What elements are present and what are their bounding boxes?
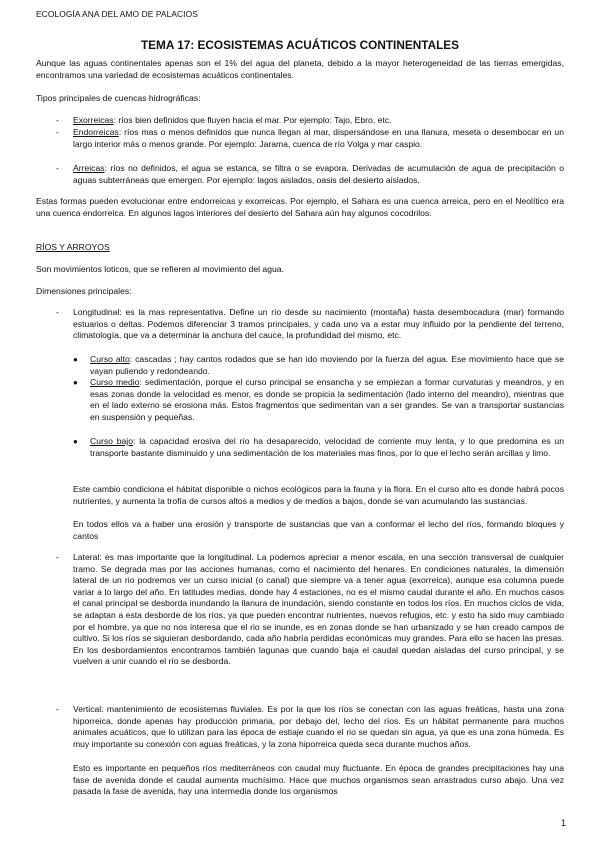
list-item-lateral: Lateral: es mas importante que la longitudinal. La podemos apreciar a menor escala, en una sección transversal de cualquier tramo. Se degrada mas por las acciones humanas, como el nacimiento del henares. En condiciones naturales, la dimensión lateral de un rio podremos ver un curso inicial (o canal) que siempre va a tener agua (exorreica), aunque esa columna puede variar a lo largo del año. En latitudes medias, donde hay 4 estaciones, no es el mismo caudal durante el año. En muchos casos el canal principal se desborda inundando la llanura de inundación, siendo constante en todos los ríos. En muchos ciclos de vida, se adaptan a esta desborde de los ríos, ya que pueden encontrar nutrientes, nuevos refugios, etc. y esto ha sido muy cambiado por el hombre, ya que no nos interesa que el rio se inunde, es en zonas donde se han urbanizado y se han creado campos de cultivo. Si los ríos se siguieran desbordando, cada año habría perdidas económicas muy grandes. Para ello se hacen las presas. En los desbordamientos encontramos también lagunas que cuando baja el caudal quedan aisladas del curso principal, y se vuelven a unir cuando el río se desborda. bbox=[73, 552, 564, 667]
list-item-exorreicas bbox=[73, 115, 564, 127]
list-dash: - bbox=[56, 127, 59, 137]
longitudinal-text: : es la mas representativa. Define un río desde su nacimiento (montaña) hasta desembocadura (mar) formando estuarios o deltas. Podemos diferenciar 3 tramos principales, y cada uno va a estar muy influido por la pendiente del terreno, climatología, que va a determinar la anchura del cauce, la profundidad del mismo, etc. bbox=[73, 307, 564, 341]
list-item-curso-bajo bbox=[90, 436, 564, 459]
bullet-icon: ● bbox=[73, 355, 78, 364]
list-dash: - bbox=[56, 552, 59, 562]
term-curso-bajo: Curso bajo bbox=[90, 436, 133, 446]
curso-alto-text: : cascadas ; hay cantos rodados que se han ido moviendo por la fuerza del agua. Ese movimiento hace que se vayan puliendo y redondeando. bbox=[90, 354, 564, 376]
list-dash: - bbox=[56, 704, 59, 714]
term-exorreicas: Exorreicas bbox=[73, 115, 114, 125]
curso-medio-text: : sedimentación, porque el curso principal se ensancha y se empiezan a formar curvaturas y meandros, y en esas zonas donde la velocidad es menor, es donde se propicia la sedimentación (lado interno del meandro), mientras que en el lado externo se erosiona más. Estos fragmentos que sedimentan van a ser grandes. Se van a transportar sustancias en suspensión y pequeñas. bbox=[90, 377, 564, 422]
erosion-paragraph: En todos ellos va a haber una erosión y transporte de sustancias que van a conformar el lecho del ríos, formando bloques y cantos bbox=[73, 519, 564, 541]
term-endorreicas: Endorreicas bbox=[73, 127, 119, 137]
term-curso-medio: Curso medio bbox=[90, 377, 140, 387]
endorreicas-text: : ríos mas o menos definidos que nunca llegan al mar, dispersándose en una llanura, meseta o desembocar en un largo interior más o menos grande. Por ejemplo: Jarama, cuenca de río Volga y mar caspio. bbox=[73, 127, 564, 149]
list-item-vertical: Vertical: mantenimiento de ecosistemas fluviales. Es por la que los ríos se conectan con las aguas freáticas, hasta una zona hiporreica, donde apenas hay producción primaria, por debajo del, lecho del ríos. Es un hábitat permanente para muchos animales acuáticos, que lo utilizan para las época de estiaje cuando el rio se quedan sin agua, ya que es una zona húmeda. Es muy importante su conexión con aguas freáticas, y la zona hiporreica queda seca durante muchos años. bbox=[73, 704, 564, 749]
intro-paragraph: Aunque las aguas continentales apenas son el 1% del agua del planeta, debido a la mayor heterogeneidad de las tierras emergidas, encontramos una variedad de ecosistemas acuáticos continentales. bbox=[36, 58, 564, 80]
term-curso-alto: Curso alto bbox=[90, 354, 130, 364]
term-arreicas: Arreicas bbox=[73, 163, 105, 173]
rios-definition: Son movimientos loticos, que se refieren al movimiento del agua. bbox=[36, 264, 284, 274]
page-title: TEMA 17: ECOSISTEMAS ACUÁTICOS CONTINENTALES bbox=[140, 38, 460, 52]
arreicas-text: : ríos no definidos, el agua se estanca, se filtra o se evapora. Derivadas de acumulación de agua de precipitación o aguas subterráneas que emergen. Por ejemplo: lagos aislados, oasis del desierto aislados. bbox=[73, 163, 564, 185]
dimensiones-heading: Dimensiones principales: bbox=[36, 286, 132, 296]
vertical-continuation: Esto es importante en pequeños ríos mediterráneos con caudal muy fluctuante. En época de grandes precipitaciones hay una fase de avenida donde el caudal aumenta muchísimo. Hace que muchos organismos sean arrastrados curso abajo. Una vez pasada la fase de avenida, hay una intermedia donde los organismos bbox=[73, 763, 564, 797]
list-dash: - bbox=[56, 163, 59, 173]
list-item-curso-medio bbox=[90, 377, 564, 423]
list-dash: - bbox=[56, 115, 59, 125]
exorreicas-text: : ríos bien definidos que fluyen hacia el mar. Por ejemplo: Tajo, Ebro, etc. bbox=[113, 115, 392, 125]
curso-bajo-text: : la capacidad erosiva del río ha desaparecido, velocidad de corriente muy lenta, y lo que predomina es un transporte bastante disminuido y una sedimentación de los materiales mas finos, por lo que el lecho serán arcillas y limo. bbox=[90, 436, 564, 458]
document-header: ECOLOGÍA ANA DEL AMO DE PALACIOS bbox=[36, 9, 198, 19]
list-dash: - bbox=[56, 307, 59, 317]
tipos-heading: Tipos principales de cuencas hidrográficas: bbox=[36, 93, 201, 103]
bullet-icon: ● bbox=[73, 437, 78, 446]
term-longitudinal: Longitudinal bbox=[73, 307, 120, 317]
page-number: 1 bbox=[560, 818, 566, 828]
section-heading-rios: RÍOS Y ARROYOS bbox=[36, 242, 110, 252]
list-item-curso-alto bbox=[90, 354, 564, 377]
list-item-endorreicas bbox=[73, 127, 564, 150]
evolucion-paragraph: Estas formas pueden evolucionar entre endorreicas y exorreicas. Por ejemplo, el Sahara es una cuenca arreica, pero en el Neolítico era una cuenca endorreica. En algunos lagos interiores del desierto del Sahara aún hay algunos cocodrilos. bbox=[36, 196, 564, 218]
bullet-icon: ● bbox=[73, 378, 78, 387]
cambio-paragraph: Este cambio condiciona el hábitat disponible o nichos ecológicos para la fauna y la flora. En el curso alto es donde habrá pocos nutrientes, y aumenta la trofía de cursos altos a medios y de medios a bajos, donde se van acumulando las sustancias. bbox=[73, 484, 564, 506]
list-item-longitudinal bbox=[73, 307, 564, 342]
list-item-arreicas bbox=[73, 163, 564, 186]
